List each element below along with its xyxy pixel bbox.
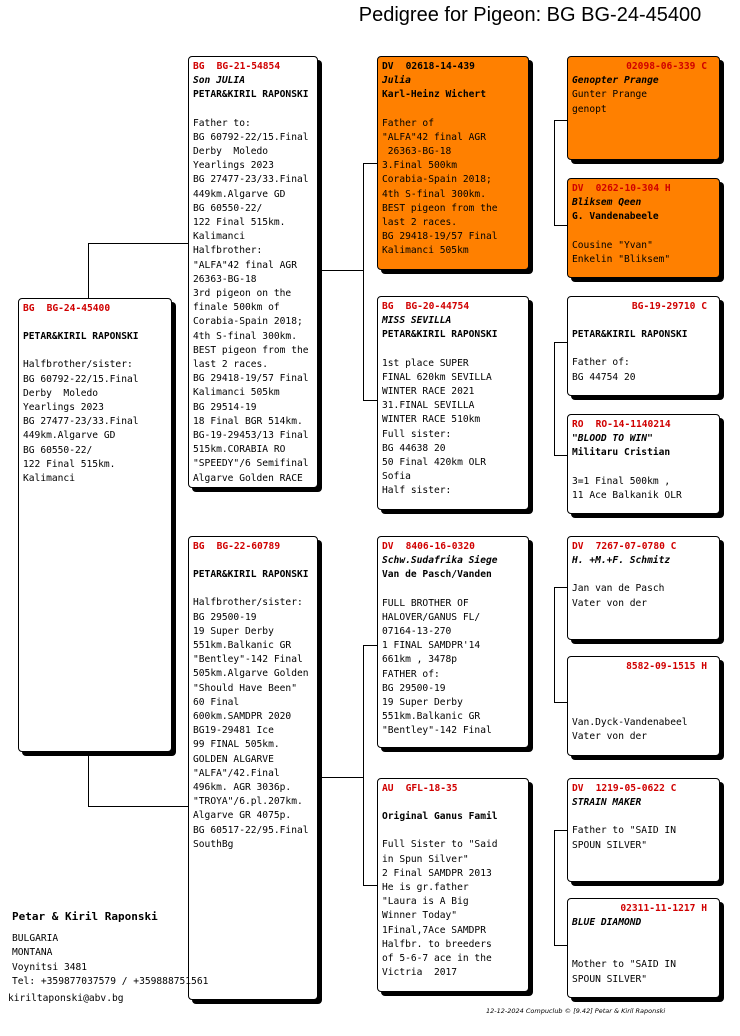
- fmf-note: Father of:: [572, 357, 630, 369]
- ff-notes: Father of "ALFA"42 final AGR 26363-BG-18 3.Final 500km Corabia-Spain 2018; 4th S-final 300km. BEST pigeon from the last 2 races. BG 29418-19/57 Final Kalimanci 505km: [382, 117, 498, 257]
- father-name: Son JULIA: [193, 75, 245, 87]
- breeder-email[interactable]: kiriltaponski@abv.bg: [8, 993, 124, 1004]
- mmf-name: STRAIN MAKER: [572, 797, 642, 809]
- fm-notes: 1st place SUPER FINAL 620km SEVILLA WINTER RACE 2021 31.FINAL SEVILLA WINTER RACE 510km Full sister: BG 44638 20 50 Final 420km OLR Sofia Half sister:: [382, 357, 492, 497]
- mfm-ring: 8582-09-1515 H: [626, 661, 707, 672]
- connector-line: [363, 163, 364, 400]
- mff-note: Jan van de Pasch: [572, 583, 665, 595]
- fff-ring: 02098-06-339 C: [626, 61, 707, 72]
- fmf-owner: PETAR&KIRIL RAPONSKI: [572, 329, 688, 341]
- connector-line: [554, 587, 555, 702]
- fff-extra: genopt: [572, 103, 607, 115]
- breeder-phone: Tel: +359877037579 / +359888751561: [12, 975, 209, 987]
- mff-card[interactable]: [567, 536, 720, 640]
- mmm-note: SPOUN SILVER": [572, 973, 648, 985]
- mfm-card[interactable]: [567, 656, 720, 756]
- mf-owner: Van de Pasch/Vanden: [382, 569, 492, 581]
- father-owner: PETAR&KIRIL RAPONSKI: [193, 89, 309, 101]
- mff-ring: DV 7267-07-0780 C: [572, 541, 677, 552]
- connector-line: [554, 830, 555, 945]
- breeder-region: MONTANA: [12, 947, 53, 959]
- ff-name: Julia: [382, 75, 411, 87]
- connector-line: [554, 702, 567, 703]
- fm-owner: PETAR&KIRIL RAPONSKI: [382, 329, 498, 341]
- subject-card[interactable]: [18, 298, 172, 752]
- mm-ring: AU GFL-18-35: [382, 783, 458, 794]
- mother-owner: PETAR&KIRIL RAPONSKI: [193, 569, 309, 581]
- connector-line: [88, 243, 188, 244]
- connector-line: [363, 645, 377, 646]
- breeder-name: Petar & Kiril Raponski: [12, 910, 158, 923]
- connector-line: [363, 400, 377, 401]
- connector-line: [554, 945, 567, 946]
- ff-ring: DV 02618-14-439: [382, 61, 475, 72]
- ffm-ring: DV 0262-10-304 H: [572, 183, 671, 194]
- ffm-note: Cousine "Yvan": [572, 239, 653, 251]
- fmf-ring: BG-19-29710 C: [631, 301, 707, 312]
- mmm-card[interactable]: [567, 898, 720, 998]
- breeder-street: Voynitsi 3481: [12, 961, 88, 973]
- mm-notes: Full Sister to "Said in Spun Silver" 2 Final SAMDPR 2013 He is gr.father "Laura is A Big Winner Today" 1Final,7Ace SAMDPR Halfbr. to breeders of 5-6-7 ace in the Victria 2017: [382, 839, 498, 979]
- mf-card[interactable]: [377, 536, 529, 748]
- mmf-card[interactable]: [567, 778, 720, 882]
- mmf-note: SPOUN SILVER": [572, 839, 648, 851]
- father-ring: BG BG-21-54854: [193, 61, 281, 72]
- mf-notes: FULL BROTHER OF HALOVER/GANUS FL/ 07164-13-270 1 FINAL SAMDPR'14 661km , 3478p FATHER of: BG 29500-19 19 Super Derby 551km.Balkanic GR "Bentley"-142 Final: [382, 597, 492, 737]
- fm-name: MISS SEVILLA: [382, 315, 452, 327]
- mm-card[interactable]: [377, 778, 529, 992]
- connector-line: [363, 645, 364, 885]
- mmf-ring: DV 1219-05-0622 C: [572, 783, 677, 794]
- page-title: Pedigree for Pigeon: BG BG-24-45400: [358, 4, 702, 26]
- fff-owner: Gunter Prange: [572, 89, 648, 101]
- ff-card[interactable]: [377, 56, 529, 270]
- mm-name: Original Ganus Famil: [382, 811, 498, 823]
- connector-line: [554, 342, 555, 455]
- fm-card[interactable]: [377, 296, 529, 510]
- connector-line: [363, 885, 377, 886]
- mother-ring: BG BG-22-60789: [193, 541, 281, 552]
- fmm-owner: Militaru Cristian: [572, 447, 671, 459]
- subject-notes: Halfbrother/sister: BG 60792-22/15.Final Derby Moledo Yearlings 2023 BG 27477-23/33.Final 449km.Algarve GD BG 60550-22/ 122 Final 515km. Kalimanci: [23, 359, 139, 485]
- mf-ring: DV 8406-16-0320: [382, 541, 475, 552]
- ff-owner: Karl-Heinz Wichert: [382, 89, 486, 101]
- connector-line: [554, 587, 567, 588]
- fmm-note: 3=1 Final 500km ,: [572, 475, 671, 487]
- fmm-note: 11 Ace Balkanik OLR: [572, 489, 682, 501]
- connector-line: [88, 752, 89, 806]
- fm-ring: BG BG-20-44754: [382, 301, 470, 312]
- connector-line: [554, 120, 567, 121]
- mff-note: Vater von der: [572, 597, 648, 609]
- ffm-note: Enkelin "Bliksem": [572, 253, 671, 265]
- connector-line: [554, 830, 567, 831]
- subject-ring: BG BG-24-45400: [23, 303, 111, 314]
- fmf-note: BG 44754 20: [572, 371, 636, 383]
- footer: 12-12-2024 Compuclub © [9.42] Petar & Kiril Raponski: [486, 1007, 666, 1015]
- mfm-note: Vater von der: [572, 731, 648, 743]
- fmm-card[interactable]: [567, 414, 720, 514]
- subject-owner: PETAR&KIRIL RAPONSKI: [23, 331, 139, 343]
- mf-name: Schw.Sudafrika Siege: [382, 555, 498, 567]
- breeder-info: [12, 910, 208, 989]
- mfm-note: Van.Dyck-Vandenabeel: [572, 717, 688, 729]
- connector-line: [554, 120, 555, 225]
- connector-line: [88, 806, 188, 807]
- fff-card[interactable]: [567, 56, 720, 160]
- connector-line: [318, 270, 363, 271]
- mmm-name: BLUE DIAMOND: [572, 917, 642, 929]
- father-card[interactable]: [188, 56, 318, 488]
- fmm-name: "BLOOD TO WIN": [572, 433, 653, 445]
- mother-notes: Halfbrother/sister: BG 29500-19 19 Super Derby 551km.Balkanic GR "Bentley"-142 Final 505km.Algarve Golden "Should Have Been" 60 Final 600km.SAMDPR 2020 BG19-29481 Ice 99 FINAL 505km. GOLDEN ALGARVE "ALFA"/42.Final 496km. AGR 3036p. "TROYA"/6.pl.207km. Algarve GR 4075p. BG 60517-22/95.Final SouthBg: [193, 597, 309, 850]
- ffm-name: Bliksem Qeen: [572, 197, 642, 209]
- mmf-note: Father to "SAID IN: [572, 825, 676, 837]
- connector-line: [554, 342, 567, 343]
- connector-line: [363, 163, 377, 164]
- fmf-card[interactable]: [567, 296, 720, 396]
- connector-line: [554, 455, 567, 456]
- connector-line: [318, 777, 363, 778]
- mff-name: H. +M.+F. Schmitz: [572, 555, 671, 567]
- mmm-note: Mother to "SAID IN: [572, 959, 676, 971]
- fmm-ring: RO RO-14-1140214: [572, 419, 671, 430]
- mmm-ring: 02311-11-1217 H: [620, 903, 707, 914]
- connector-line: [554, 225, 567, 226]
- ffm-card[interactable]: [567, 178, 720, 278]
- fff-name: Genopter Prange: [572, 75, 659, 87]
- breeder-country: BULGARIA: [12, 933, 59, 945]
- ffm-owner: G. Vandenabeele: [572, 211, 659, 223]
- father-notes: Father to: BG 60792-22/15.Final Derby Moledo Yearlings 2023 BG 27477-23/33.Final 449km.Algarve GD BG 60550-22/ 122 Final 515km. Kalimanci Halfbrother: "ALFA"42 final AGR 26363-BG-18 3rd pigeon on the finale 500km of Corabia-Spain 2018; 4th S-final 300km. BEST pigeon from the last 2 races. BG 29418-19/57 Final Kalimanci 505km BG 29514-19 18 Final BGR 514km. BG-19-29453/13 Final 515km.CORABIA RO "SPEEDY"/6 Semifinal Algarve Golden RACE: [193, 117, 309, 484]
- connector-line: [88, 243, 89, 303]
